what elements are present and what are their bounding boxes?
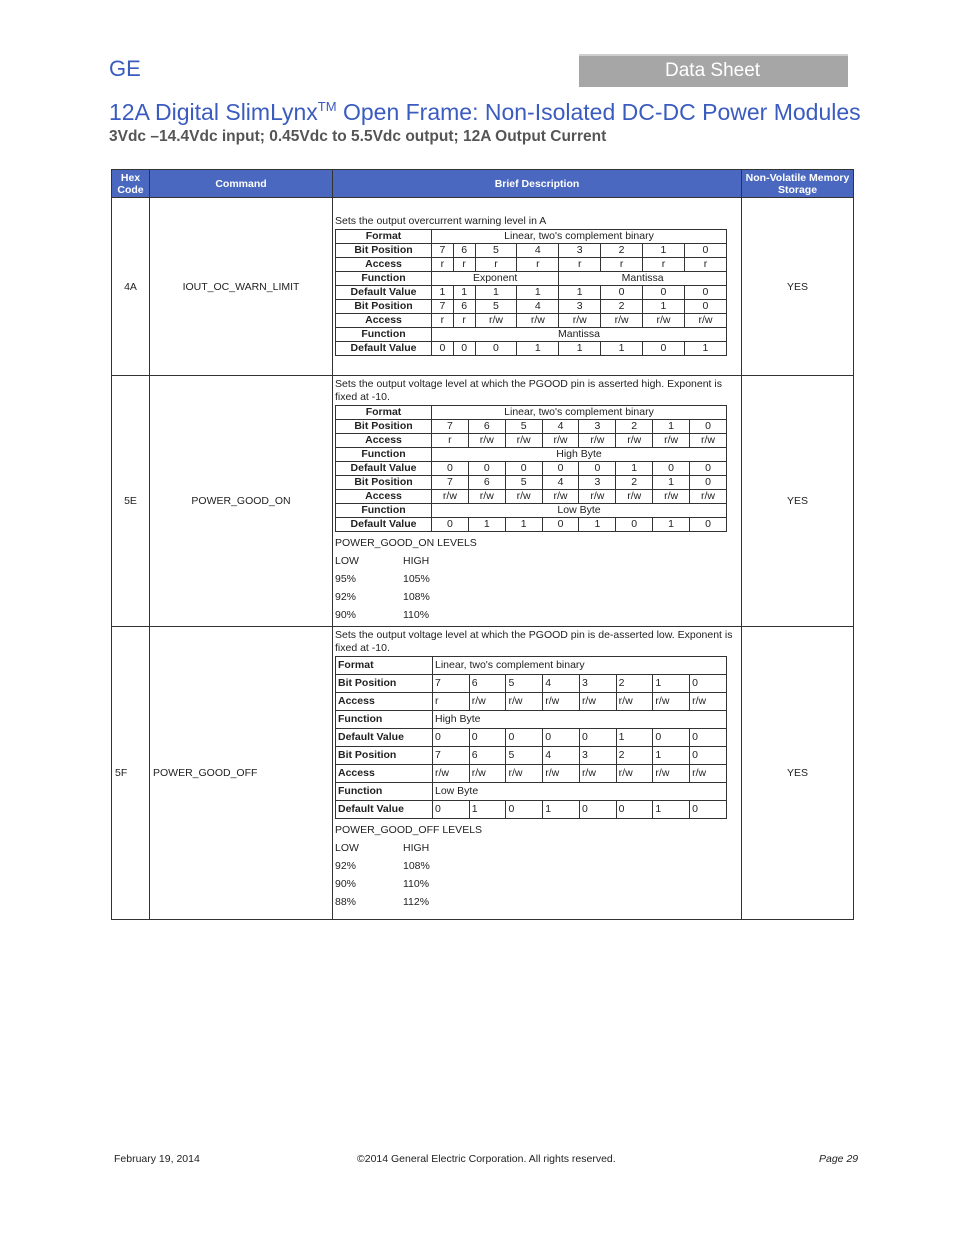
default-value-cell: 0 — [690, 518, 727, 532]
default-value-cell: 1 — [616, 729, 653, 747]
access-cell: r/w — [579, 490, 616, 504]
default-value-cell: 1 — [468, 518, 505, 532]
access-cell: r/w — [468, 434, 505, 448]
access-cell: r/w — [468, 490, 505, 504]
bit-position-label: Bit Position — [336, 420, 432, 434]
access-cell: r/w — [559, 314, 601, 328]
access-cell: r — [559, 258, 601, 272]
function-low-byte: Mantissa — [432, 328, 727, 342]
bit-position-cell: 4 — [542, 420, 579, 434]
bit-position-cell: 1 — [643, 244, 685, 258]
access-cell: r/w — [475, 314, 517, 328]
access-cell: r — [643, 258, 685, 272]
level-low: 90% — [335, 609, 357, 621]
page-subtitle: 3Vdc –14.4Vdc input; 0.45Vdc to 5.5Vdc output; 12A Output Current — [109, 128, 607, 145]
default-value-cell: 0 — [690, 801, 727, 819]
hex-code-cell: 4A — [112, 198, 150, 376]
format-label: Format — [336, 657, 433, 675]
level-high: 110% — [403, 609, 430, 621]
default-value-cell: 0 — [690, 462, 727, 476]
default-value-cell: 0 — [579, 462, 616, 476]
default-value-cell: 1 — [684, 342, 726, 356]
format-value: Linear, two's complement binary — [432, 230, 727, 244]
default-value-cell: 1 — [505, 518, 542, 532]
nv-memory-cell: YES — [742, 198, 854, 376]
access-cell: r/w — [433, 765, 470, 783]
access-cell: r/w — [543, 693, 580, 711]
bit-position-cell: 1 — [653, 675, 690, 693]
bit-position-cell: 5 — [506, 675, 543, 693]
access-cell: r/w — [653, 490, 690, 504]
access-cell: r/w — [601, 314, 643, 328]
default-value-cell: 0 — [542, 518, 579, 532]
levels-title: POWER_GOOD_ON LEVELS — [335, 537, 477, 549]
function-high-byte: High Byte — [432, 448, 727, 462]
default-value-cell: 0 — [616, 801, 653, 819]
level-high: 108% — [403, 591, 430, 603]
access-cell: r/w — [653, 693, 690, 711]
default-value-cell: 0 — [432, 462, 469, 476]
title-post: Open Frame: Non-Isolated DC-DC Power Modules — [336, 99, 861, 125]
levels-title: POWER_GOOD_OFF LEVELS — [335, 824, 483, 836]
bit-position-cell: 1 — [653, 420, 690, 434]
access-cell: r/w — [542, 490, 579, 504]
access-cell: r — [475, 258, 517, 272]
default-value-cell: 0 — [433, 729, 470, 747]
bit-position-cell: 2 — [601, 300, 643, 314]
bit-position-cell: 3 — [579, 675, 616, 693]
bit-position-cell: 5 — [505, 420, 542, 434]
levels-row — [335, 875, 739, 893]
level-high: 112% — [403, 896, 430, 908]
default-value-label: Default Value — [336, 342, 432, 356]
access-cell: r/w — [684, 314, 726, 328]
description-text: Sets the output overcurrent warning level in A — [335, 215, 547, 227]
access-cell: r/w — [506, 765, 543, 783]
access-cell: r — [601, 258, 643, 272]
access-cell: r — [432, 314, 454, 328]
default-value-label: Default Value — [336, 462, 432, 476]
access-cell: r/w — [616, 434, 653, 448]
description-text: Sets the output voltage level at which the PGOOD pin is asserted high. Exponent is fixed at -10. — [335, 378, 722, 403]
level-low: LOW — [335, 842, 359, 854]
level-low: 92% — [335, 860, 357, 872]
bit-position-cell: 7 — [432, 476, 469, 490]
default-value-cell: 1 — [543, 801, 580, 819]
function-low-byte: Low Byte — [433, 783, 727, 801]
bit-position-cell: 3 — [579, 747, 616, 765]
levels-row — [335, 588, 739, 606]
access-label: Access — [336, 258, 432, 272]
banner-label: Data Sheet — [665, 60, 761, 81]
default-value-cell: 0 — [453, 342, 475, 356]
bit-position-cell: 0 — [684, 300, 726, 314]
access-cell: r/w — [542, 434, 579, 448]
access-cell: r — [433, 693, 470, 711]
bit-position-cell: 6 — [469, 675, 506, 693]
default-value-cell: 1 — [653, 801, 690, 819]
access-label: Access — [336, 765, 433, 783]
levels-row — [335, 552, 739, 570]
default-value-cell: 0 — [690, 729, 727, 747]
bit-position-cell: 5 — [475, 244, 517, 258]
default-value-cell: 1 — [475, 286, 517, 300]
default-value-cell: 0 — [579, 801, 616, 819]
bit-position-cell: 3 — [579, 476, 616, 490]
bit-position-cell: 6 — [468, 476, 505, 490]
nv-memory-cell: YES — [742, 627, 854, 920]
data-sheet-banner — [579, 54, 848, 87]
access-cell: r/w — [579, 693, 616, 711]
bit-position-cell: 4 — [543, 747, 580, 765]
default-value-cell: 0 — [579, 729, 616, 747]
access-cell: r — [453, 314, 475, 328]
access-label: Access — [336, 693, 433, 711]
table-row — [112, 627, 854, 920]
access-cell: r — [684, 258, 726, 272]
level-high: 105% — [403, 573, 430, 585]
header-nv-memory: Non-Volatile Memory Storage — [742, 170, 854, 198]
default-value-cell: 1 — [432, 286, 454, 300]
function-mantissa: Mantissa — [559, 272, 727, 286]
description-text: Sets the output voltage level at which the PGOOD pin is de-asserted low. Exponent is fixed at -10. — [335, 629, 733, 654]
hex-code-cell: 5E — [112, 376, 150, 627]
bit-position-cell: 0 — [690, 675, 727, 693]
function-label: Function — [336, 328, 432, 342]
access-cell: r/w — [432, 490, 469, 504]
default-value-cell: 0 — [643, 342, 685, 356]
access-cell: r/w — [505, 434, 542, 448]
bit-position-cell: 4 — [542, 476, 579, 490]
levels-row — [335, 857, 739, 875]
access-label: Access — [336, 434, 432, 448]
default-value-cell: 0 — [506, 729, 543, 747]
levels-row — [335, 606, 739, 624]
access-cell: r/w — [643, 314, 685, 328]
access-cell: r/w — [616, 490, 653, 504]
default-value-cell: 0 — [432, 342, 454, 356]
level-low: 92% — [335, 591, 357, 603]
function-exponent: Exponent — [432, 272, 559, 286]
levels-block — [335, 821, 739, 911]
footer-date: February 19, 2014 — [114, 1153, 200, 1165]
function-label: Function — [336, 272, 432, 286]
levels-row — [335, 570, 739, 588]
bit-position-cell: 3 — [579, 420, 616, 434]
levels-row — [335, 839, 739, 857]
bit-position-cell: 3 — [559, 244, 601, 258]
level-low: 88% — [335, 896, 357, 908]
access-cell: r — [517, 258, 559, 272]
bit-position-cell: 0 — [684, 244, 726, 258]
bit-position-cell: 6 — [453, 244, 475, 258]
default-value-cell: 0 — [505, 462, 542, 476]
access-cell: r/w — [469, 693, 506, 711]
format-label: Format — [336, 406, 432, 420]
format-value: Linear, two's complement binary — [433, 657, 727, 675]
default-value-cell: 0 — [542, 462, 579, 476]
default-value-cell: 0 — [433, 801, 470, 819]
access-cell: r — [432, 434, 469, 448]
default-value-cell: 1 — [653, 518, 690, 532]
access-cell: r/w — [506, 693, 543, 711]
bit-position-cell: 7 — [432, 420, 469, 434]
default-value-cell: 0 — [643, 286, 685, 300]
access-cell: r/w — [579, 765, 616, 783]
bit-position-label: Bit Position — [336, 244, 432, 258]
level-low: LOW — [335, 555, 359, 567]
bit-position-cell: 0 — [690, 476, 727, 490]
bit-position-cell: 2 — [601, 244, 643, 258]
bit-position-cell: 1 — [643, 300, 685, 314]
bit-position-cell: 4 — [517, 300, 559, 314]
default-value-cell: 1 — [453, 286, 475, 300]
access-cell: r/w — [616, 765, 653, 783]
command-table — [111, 169, 854, 920]
command-cell: IOUT_OC_WARN_LIMIT — [150, 198, 333, 376]
bit-position-cell: 1 — [653, 476, 690, 490]
default-value-cell: 0 — [475, 342, 517, 356]
register-table — [335, 405, 727, 532]
default-value-cell: 0 — [616, 518, 653, 532]
bit-position-label: Bit Position — [336, 476, 432, 490]
bit-position-cell: 6 — [453, 300, 475, 314]
bit-position-cell: 6 — [468, 420, 505, 434]
default-value-cell: 1 — [469, 801, 506, 819]
bit-position-cell: 7 — [432, 300, 454, 314]
bit-position-cell: 2 — [616, 675, 653, 693]
register-table — [335, 229, 727, 356]
access-cell: r/w — [690, 434, 727, 448]
default-value-cell: 1 — [601, 342, 643, 356]
bit-position-cell: 5 — [475, 300, 517, 314]
default-value-cell: 0 — [653, 462, 690, 476]
default-value-cell: 0 — [543, 729, 580, 747]
bit-position-cell: 1 — [653, 747, 690, 765]
default-value-cell: 0 — [469, 729, 506, 747]
nv-memory-cell: YES — [742, 376, 854, 627]
bit-position-cell: 2 — [616, 476, 653, 490]
default-value-cell: 0 — [601, 286, 643, 300]
description-cell — [333, 198, 742, 376]
access-cell: r — [432, 258, 454, 272]
function-label: Function — [336, 448, 432, 462]
function-label: Function — [336, 783, 433, 801]
access-cell: r/w — [653, 765, 690, 783]
default-value-cell: 0 — [506, 801, 543, 819]
command-cell: POWER_GOOD_OFF — [150, 627, 333, 920]
function-label: Function — [336, 711, 433, 729]
format-value: Linear, two's complement binary — [432, 406, 727, 420]
default-value-cell: 0 — [432, 518, 469, 532]
default-value-cell: 0 — [653, 729, 690, 747]
bit-position-cell: 7 — [432, 244, 454, 258]
access-label: Access — [336, 314, 432, 328]
access-cell: r/w — [690, 693, 727, 711]
function-low-byte: Low Byte — [432, 504, 727, 518]
bit-position-cell: 5 — [505, 476, 542, 490]
access-cell: r/w — [616, 693, 653, 711]
level-low: 95% — [335, 573, 357, 585]
title-pre: 12A Digital SlimLynx — [109, 99, 318, 125]
bit-position-cell: 0 — [690, 747, 727, 765]
access-cell: r/w — [579, 434, 616, 448]
default-value-cell: 1 — [559, 342, 601, 356]
brand-logo-text: GE — [109, 56, 141, 81]
description-cell — [333, 627, 742, 920]
header-brief-description: Brief Description — [333, 170, 742, 198]
level-high: 108% — [403, 860, 430, 872]
default-value-cell: 0 — [468, 462, 505, 476]
default-value-cell: 1 — [517, 286, 559, 300]
register-table — [335, 656, 727, 819]
levels-block — [335, 534, 739, 624]
header-hex-code: Hex Code — [112, 170, 150, 198]
function-high-byte: High Byte — [433, 711, 727, 729]
default-value-label: Default Value — [336, 518, 432, 532]
description-cell — [333, 376, 742, 627]
function-label: Function — [336, 504, 432, 518]
default-value-label: Default Value — [336, 286, 432, 300]
format-label: Format — [336, 230, 432, 244]
access-cell: r — [453, 258, 475, 272]
access-cell: r/w — [690, 765, 727, 783]
bit-position-cell: 7 — [433, 747, 470, 765]
access-cell: r/w — [517, 314, 559, 328]
default-value-label: Default Value — [336, 729, 433, 747]
access-cell: r/w — [653, 434, 690, 448]
bit-position-cell: 0 — [690, 420, 727, 434]
table-row — [112, 376, 854, 627]
default-value-cell: 1 — [559, 286, 601, 300]
bit-position-cell: 7 — [433, 675, 470, 693]
access-cell: r/w — [469, 765, 506, 783]
bit-position-label: Bit Position — [336, 747, 433, 765]
default-value-cell: 0 — [684, 286, 726, 300]
page-title — [109, 99, 861, 126]
title-tm: TM — [317, 99, 337, 114]
default-value-label: Default Value — [336, 801, 433, 819]
command-cell: POWER_GOOD_ON — [150, 376, 333, 627]
bit-position-cell: 4 — [543, 675, 580, 693]
default-value-cell: 1 — [579, 518, 616, 532]
header-command: Command — [150, 170, 333, 198]
bit-position-label: Bit Position — [336, 675, 433, 693]
access-label: Access — [336, 490, 432, 504]
hex-code-cell: 5F — [112, 627, 150, 920]
table-header-row — [112, 170, 854, 198]
bit-position-cell: 2 — [616, 747, 653, 765]
level-high: HIGH — [403, 555, 430, 567]
default-value-cell: 1 — [616, 462, 653, 476]
access-cell: r/w — [505, 490, 542, 504]
bit-position-cell: 4 — [517, 244, 559, 258]
level-high: HIGH — [403, 842, 430, 854]
bit-position-cell: 2 — [616, 420, 653, 434]
level-low: 90% — [335, 878, 357, 890]
access-cell: r/w — [690, 490, 727, 504]
table-row — [112, 198, 854, 376]
bit-position-cell: 3 — [559, 300, 601, 314]
default-value-cell: 1 — [517, 342, 559, 356]
footer-page-number: Page 29 — [819, 1153, 859, 1165]
footer-copyright: ©2014 General Electric Corporation. All rights reserved. — [357, 1153, 616, 1165]
access-cell: r/w — [543, 765, 580, 783]
bit-position-cell: 5 — [506, 747, 543, 765]
bit-position-cell: 6 — [469, 747, 506, 765]
bit-position-label: Bit Position — [336, 300, 432, 314]
level-high: 110% — [403, 878, 430, 890]
levels-row — [335, 893, 739, 911]
